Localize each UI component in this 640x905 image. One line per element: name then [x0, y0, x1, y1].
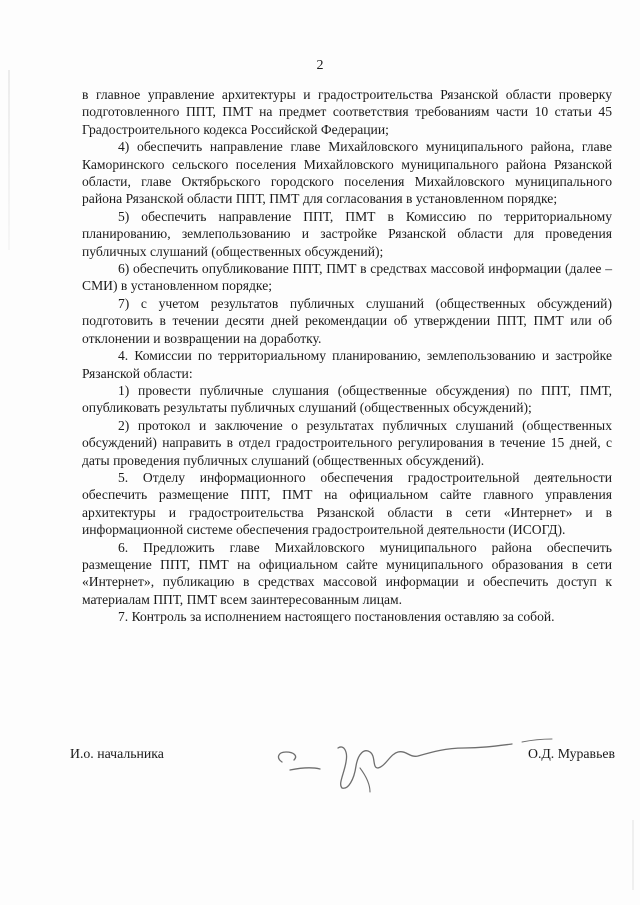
paragraph: 4) обеспечить направление главе Михайловского муниципального района, главе Каморинского сельского поселения Михайловского муниципального района Рязанской области, главе Октябрьского городского поселения Михайловского муниципального района Рязанской области ППТ, ПМТ для согласования в установленном порядке; — [82, 139, 612, 207]
paragraph: 5. Отделу информационного обеспечения градостроительной деятельности обеспечить размещение ППТ, ПМТ на официальном сайте главного управления архитектуры и градостроительства Рязанской области в сети «Интернет» и в информационной системе обеспечения градостроительной деятельности (ИСОГД). — [82, 469, 612, 538]
paragraph: 6. Предложить главе Михайловского муниципального района обеспечить размещение ППТ, ПМТ на официальном сайте муниципального образования в сети «Интернет», публикацию в средствах массовой информации и обеспечить доступ к материалам ППТ, ПМТ всем заинтересованным лицам. — [82, 539, 612, 607]
handwritten-signature — [220, 718, 580, 796]
signature-stroke — [279, 752, 320, 770]
signatory-name: О.Д. Муравьев — [527, 746, 615, 761]
signature-stroke — [338, 744, 512, 788]
paragraph: 6) обеспечить опубликование ППТ, ПМТ в средствах массовой информации (далее – СМИ) в установленном порядке; — [82, 261, 612, 294]
paragraph: 2) протокол и заключение о результатах публичных слушаний (общественных обсуждений) направить в отдел градостроительного регулирования в течение 15 дней, с даты проведения публичных слушаний (общественных обсуждений). — [82, 417, 612, 468]
document-body — [82, 86, 612, 626]
paragraph: 1) провести публичные слушания (общественные обсуждения) по ППТ, ПМТ, опубликовать результаты публичных слушаний (общественных обсуждений); — [82, 382, 612, 416]
scan-edge-mark — [8, 70, 10, 250]
signature-stroke — [522, 739, 552, 742]
page-number: 2 — [316, 58, 324, 73]
paragraph: 7. Контроль за исполнением настоящего постановления оставляю за собой. — [118, 609, 555, 625]
paragraph: 5) обеспечить направление ППТ, ПМТ в Комиссию по территориальному планированию, землепользованию и застройке Рязанской области для проведения публичных слушаний (общественных обсуждений); — [82, 208, 612, 259]
scan-edge-mark — [632, 820, 634, 890]
signature-block — [70, 746, 615, 786]
paragraph: 4. Комиссии по территориальному планированию, землепользованию и застройке Рязанской области: — [82, 348, 612, 381]
paragraph: 7) с учетом результатов публичных слушаний (общественных обсуждений) подготовить в течении десяти дней рекомендации об утверждении ППТ, ПМТ или об отклонении и возвращении на доработку. — [82, 295, 612, 346]
signatory-title: И.о. начальника — [70, 746, 164, 761]
signature-stroke — [360, 768, 370, 792]
paragraph: в главное управление архитектуры и градостроительства Рязанской области проверку подготовленного ППТ, ПМТ на предмет соответствия требованиям части 10 статьи 45 Градостроительного кодекса Российской Федерации; — [82, 87, 612, 137]
